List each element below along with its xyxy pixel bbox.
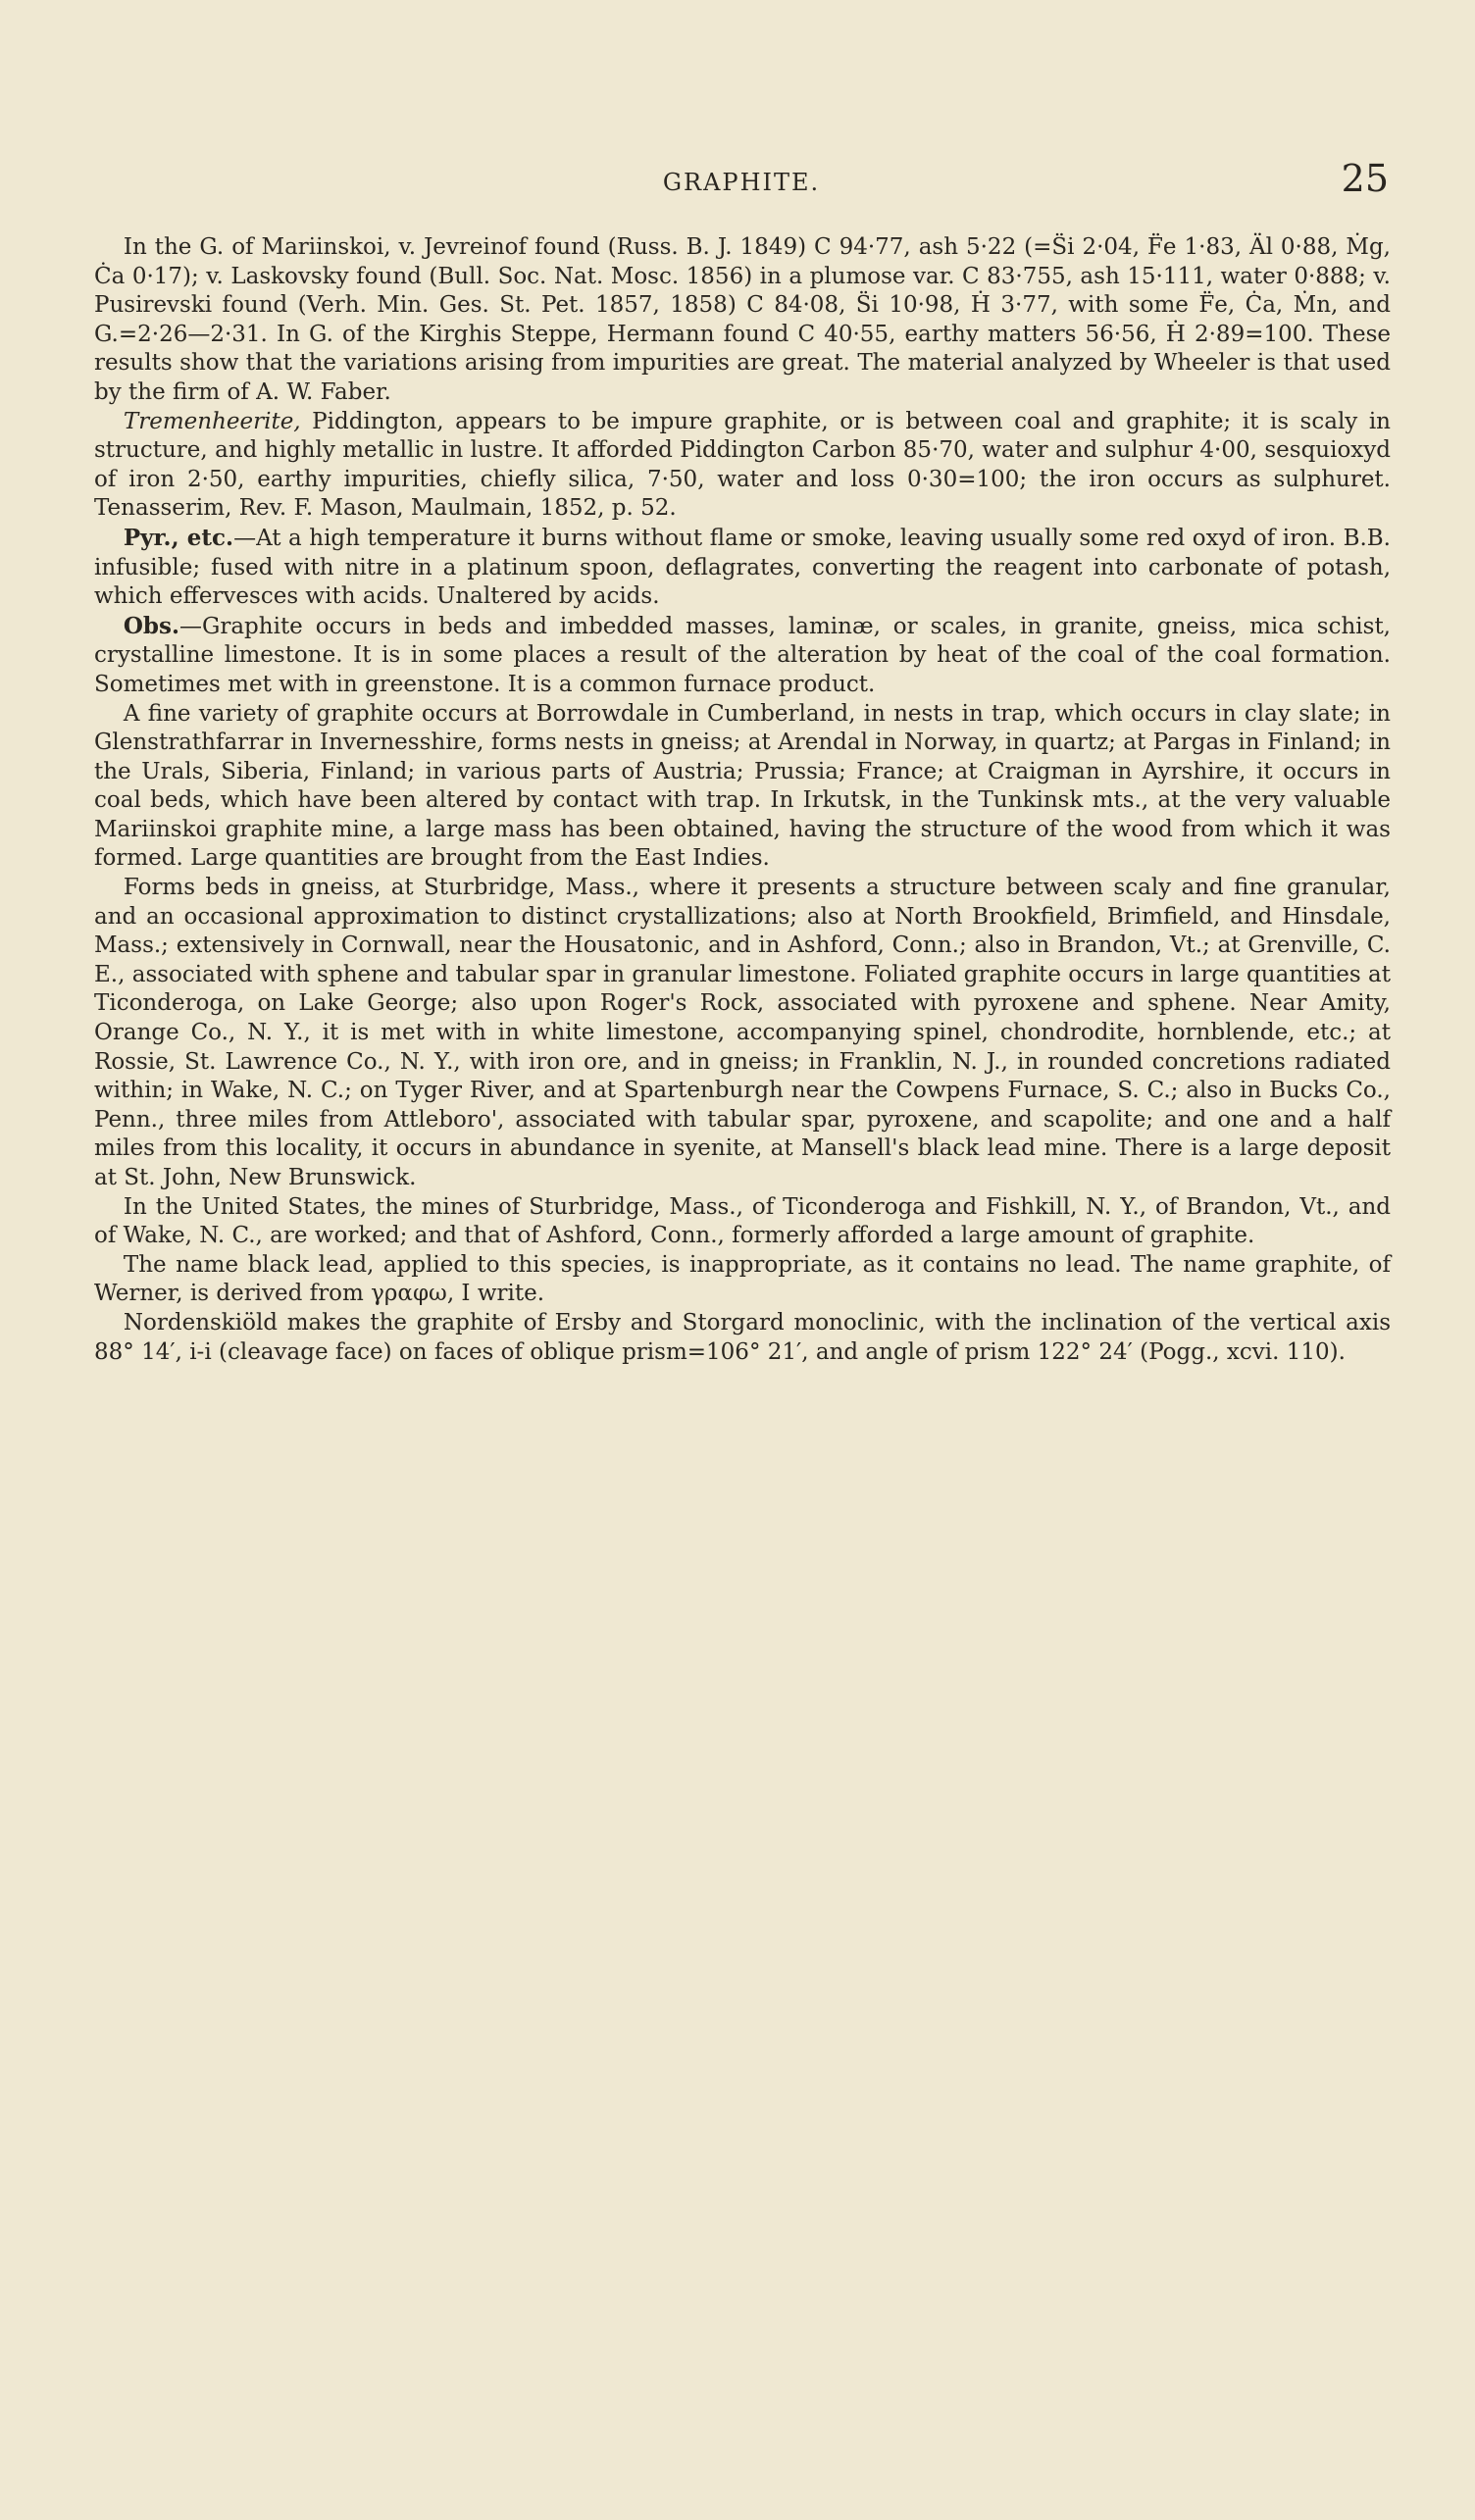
paragraph-text: —At a high temperature it burns without flame or smoke, leaving usually some red oxyd of iron. B.B. infusible; fused with nitre in a platinum spoon, deflagrates, converting the reagent into carbonate of potash, which effervesces with acids. Unaltered by acids. (94, 525, 1391, 610)
paragraph-name (94, 1251, 1391, 1309)
paragraph-analyses (94, 233, 1391, 408)
paragraph-observations (94, 612, 1391, 700)
page-number: 25 (1341, 157, 1389, 200)
paragraph-text: In the G. of Mariinskoi, v. Jevreinof found (Russ. B. J. 1849) C 94·77, ash 5·22 (=S̈i 2·04, F̈e 1·83, Äl 0·88, Ṁg, Ċa 0·17); v. Laskovsky found (Bull. Soc. Nat. Mosc. 1856) in a plumose var. C 83·755, ash 15·111, water 0·888; v. Pusirevski found (Verh. Min. Ges. St. Pet. 1857, 1858) C 84·08, S̈i 10·98, Ḣ 3·77, with some F̈e, Ċa, Ṁn, and G.=2·26—2·31. In G. of the Kirghis Steppe, Hermann found C 40·55, earthy matters 56·56, Ḣ 2·89=100. These results show that the variations arising from impurities are great. The material analyzed by Wheeler is that used by the firm of A. W. Faber. (94, 234, 1391, 405)
paragraph-text: Forms beds in gneiss, at Sturbridge, Mass., where it presents a structure between scaly and fine granular, and an occasional approximation to distinct crystallizations; also at North Brookfield, Brimfield, and Hinsdale, Mass.; extensively in Cornwall, near the Housatonic, and in Ashford, Conn.; also in Brandon, Vt.; at Grenville, C. E., associated with sphene and tabular spar in granular limestone. Foliated graphite occurs in large quantities at Ticonderoga, on Lake George; also upon Roger's Rock, associated with pyroxene and sphene. Near Amity, Orange Co., N. Y., it is met with in white limestone, accompanying spinel, chondrodite, hornblende, etc.; at Rossie, St. Lawrence Co., N. Y., with iron ore, and in gneiss; in Franklin, N. J., in rounded concretions radiated within; in Wake, N. C.; on Tyger River, and at Spartenburgh near the Cowpens Furnace, S. C.; also in Bucks Co., Penn., three miles from Attleboro', associated with tabular spar, pyroxene, and scapolite; and one and a half miles from this locality, it occurs in abundance in syenite, at Mansell's black lead mine. There is a large deposit at St. John, New Brunswick. (94, 875, 1391, 1190)
paragraph-text: Nordenskiöld makes the graphite of Ersby and Storgard monoclinic, with the inclination of the vertical axis 88° 14′, i-i (cleavage face) on faces of oblique prism=106° 21′, and angle of prism 122° 24′ (Pogg., xcvi. 110). (94, 1309, 1391, 1365)
page-header (94, 157, 1389, 206)
paragraph-mines (94, 1193, 1391, 1251)
paragraph-crystallography (94, 1309, 1391, 1367)
paragraph-text: —Graphite occurs in beds and imbedded masses, laminæ, or scales, in granite, gneiss, mica schist, crystalline limestone. It is in some places a result of the alteration by heat of the coal of the coal formation. Sometimes met with in greenstone. It is a common furnace product. (94, 613, 1391, 697)
paragraph-text: The name black lead, applied to this species, is inappropriate, as it contains no lead. The name graphite, of Werner, is derived from γραφω, I write. (94, 1251, 1391, 1307)
paragraph-text: A fine variety of graphite occurs at Borrowdale in Cumberland, in nests in trap, which occurs in clay slate; in Glenstrathfarrar in Invernesshire, forms nests in gneiss; at Arendal in Norway, in quartz; at Pargas in Finland; in the Urals, Siberia, Finland; in various parts of Austria; Prussia; France; at Craigman in Ayrshire, it occurs in coal beds, which have been altered by contact with trap. In Irkutsk, in the Tunkinsk mts., at the very valuable Mariinskoi graphite mine, a large mass has been obtained, having the structure of the wood from which it was formed. Large quantities are brought from the East Indies. (94, 700, 1391, 872)
running-title: GRAPHITE. (662, 169, 821, 196)
italic-term: Tremenheerite, (123, 408, 301, 434)
paragraph-text: In the United States, the mines of Sturbridge, Mass., of Ticonderoga and Fishkill, N. Y., of Brandon, Vt., and of Wake, N. C., are worked; and that of Ashford, Conn., formerly afforded a large amount of graphite. (94, 1193, 1391, 1249)
paragraph-pyrognostics (94, 524, 1391, 612)
paragraph-american-localities (94, 874, 1391, 1193)
body-text (94, 233, 1391, 1367)
paragraph-tremenheerite (94, 408, 1391, 524)
paragraph-foreign-localities (94, 700, 1391, 875)
section-runin: Obs. (123, 612, 179, 639)
paragraph-text: Piddington, appears to be impure graphite, or is between coal and graphite; it is scaly in structure, and highly metallic in lustre. It afforded Piddington Carbon 85·70, water and sulphur 4·00, sesquioxyd of iron 2·50, earthy impurities, chiefly silica, 7·50, water and loss 0·30=100; the iron occurs as sulphuret. Tenasserim, Rev. F. Mason, Maulmain, 1852, p. 52. (94, 408, 1391, 522)
section-runin: Pyr., etc. (123, 524, 234, 551)
